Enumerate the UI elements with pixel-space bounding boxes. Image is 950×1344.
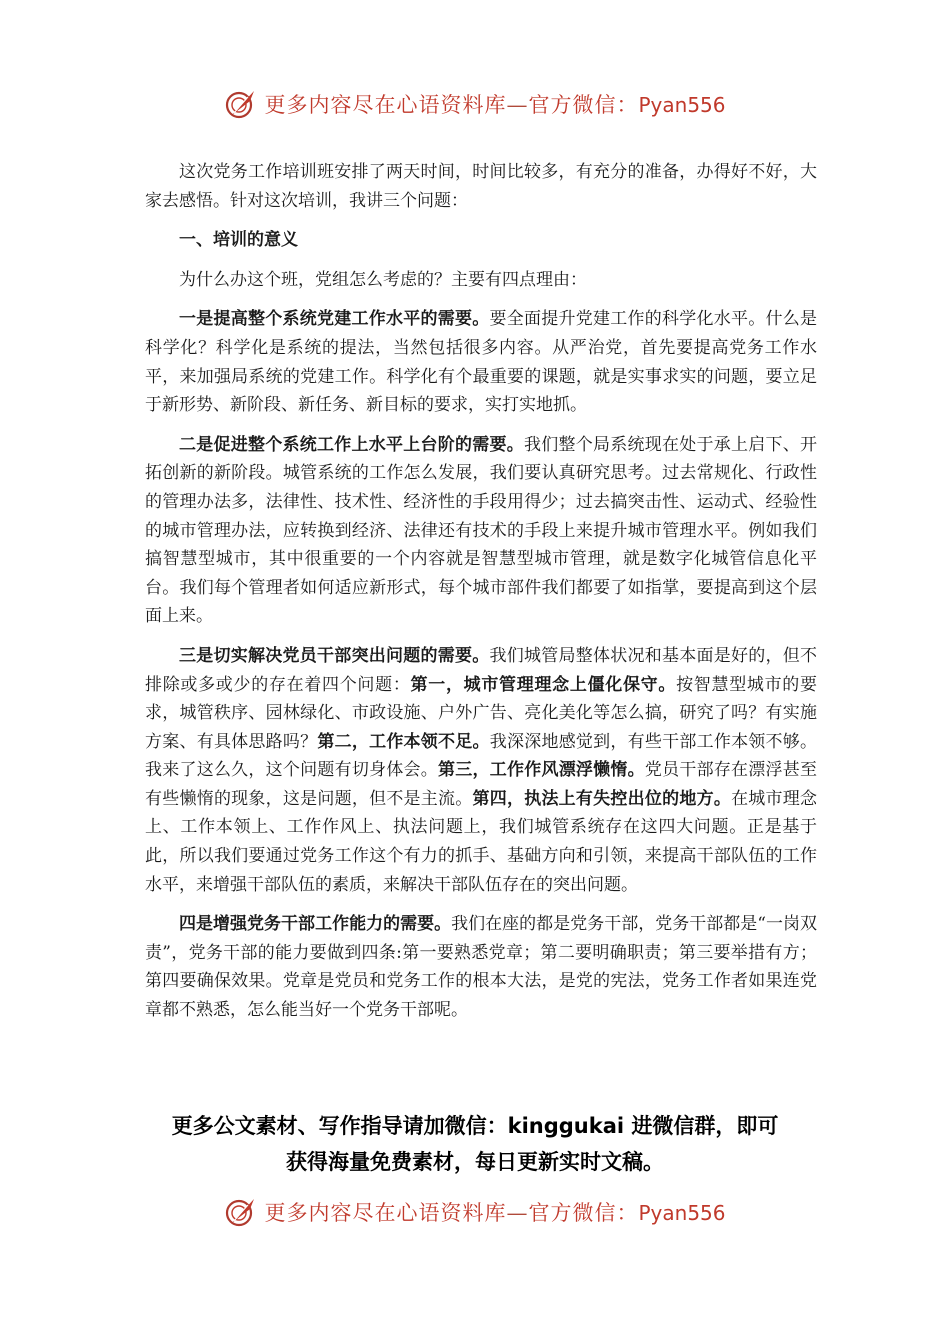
quill-pen-logo-icon <box>224 87 258 121</box>
header-banner-text <box>264 89 725 119</box>
reason-3-text-d: 党员干部存在漂浮甚至有些懒惰的现象，这是问题，但不是主流。 <box>145 760 818 809</box>
footer-banner <box>0 1192 950 1232</box>
reason-3-problem-4: 第四，执法上有失控出位的地方。 <box>472 788 732 809</box>
reason-4-paragraph <box>145 910 817 1024</box>
reason-3-paragraph <box>145 642 817 899</box>
document-body <box>145 158 817 1036</box>
footer-banner-handle: Pyan556 <box>638 1201 726 1225</box>
promo-line-2: 获得海量免费素材，每日更新实时文稿。 <box>286 1150 664 1174</box>
header-banner-official: 官方微信： <box>528 93 639 117</box>
header-banner-handle: Pyan556 <box>638 93 726 117</box>
reason-3-text-b: 按智慧型城市的要求，城管秩序、园林绿化、市政设施、户外广告、亮化美化等怎么搞，研究了吗？有实施方案、有具体思路吗？ <box>145 674 818 752</box>
reason-2-title: 二是促进整个系统工作上水平上台阶的需要。 <box>179 434 524 455</box>
intro-paragraph: 这次党务工作培训班安排了两天时间，时间比较多，有充分的准备，办得好不好，大家去感悟。针对这次培训，我讲三个问题： <box>145 162 817 211</box>
reason-2-text: 我们整个局系统现在处于承上启下、开拓创新的新阶段。城管系统的工作怎么发展，我们要认真研究思考。过去常规化、行政性的管理办法多，法律性、技术性、经济性的手段用得少；过去搞突击性、运动式、经验性的城市管理办法，应转换到经济、法律还有技术的手段上来提升城市管理水平。例如我们搞智慧型城市，其中很重要的一个内容就是智慧型城市管理，就是数字化城管信息化平台。我们每个管理者如何适应新形式，每个城市部件我们都要了如指掌，要提高到这个层面上来。 <box>145 434 817 627</box>
reason-3-problem-2: 第二，工作本领不足。 <box>317 731 490 752</box>
header-banner <box>0 84 950 124</box>
reason-1-paragraph <box>145 305 817 419</box>
footer-banner-official: 官方微信： <box>528 1201 639 1225</box>
reason-4-title: 四是增强党务干部工作能力的需要。 <box>179 914 452 935</box>
header-banner-sep: — <box>506 93 529 117</box>
footer-banner-main: 更多内容尽在心语资料库 <box>264 1201 507 1225</box>
footer-banner-text <box>264 1197 725 1227</box>
header-banner-main: 更多内容尽在心语资料库 <box>264 93 507 117</box>
reason-2-paragraph <box>145 431 817 631</box>
reason-1-text: 要全面提升党建工作的科学化水平。什么是科学化？科学化是系统的提法，当然包括很多内容。从严治党，首先要提高党务工作水平，来加强局系统的党建工作。科学化有个最重要的课题，就是实事求实的问题，要立足于新形势、新阶段、新任务、新目标的要求，实打实地抓。 <box>145 309 817 416</box>
reason-3-title: 三是切实解决党员干部突出问题的需要。 <box>179 645 490 666</box>
footer-banner-sep: — <box>506 1201 529 1225</box>
reason-4-text: 我们在座的都是党务干部，党务干部都是“一岗双责”，党务干部的能力要做到四条:第一要熟悉党章；第二要明确职责；第三要举措有方；第四要确保效果。党章是党员和党务工作的根本大法，是党的宪法，党务工作者如果连党章都不熟悉，怎么能当好一个党务干部呢。 <box>145 914 817 1021</box>
question-paragraph: 为什么办这个班，党组怎么考虑的？主要有四点理由： <box>179 269 587 290</box>
reason-3-text-e: 在城市理念上、工作本领上、工作作风上、执法问题上，我们城管系统存在这四大问题。正是基于此，所以我们要通过党务工作这个有力的抓手、基础方向和引领，来提高干部队伍的工作水平，来增强干部队伍的素质，来解决干部队伍存在的突出问题。 <box>145 788 818 895</box>
reason-3-text-a: 我们城管局整体状况和基本面是好的，但不排除或多或少的存在着四个问题： <box>145 645 817 695</box>
promo-text <box>100 1108 850 1180</box>
quill-pen-logo-icon <box>224 1195 258 1229</box>
reason-1-title: 一是提高整个系统党建工作水平的需要。 <box>179 309 490 330</box>
section-heading-1: 一、培训的意义 <box>179 230 298 251</box>
reason-3-problem-1: 第一，城市管理理念上僵化保守。 <box>410 674 677 695</box>
reason-3-problem-3: 第三，工作作风漂浮懒惰。 <box>438 760 645 781</box>
reason-3-text-c: 我深深地感觉到，有些干部工作本领不够。我来了这么久，这个问题有切身体会。 <box>145 731 818 781</box>
promo-line-1: 更多公文素材、写作指导请加微信：kinggukai 进微信群，即可 <box>171 1114 779 1138</box>
